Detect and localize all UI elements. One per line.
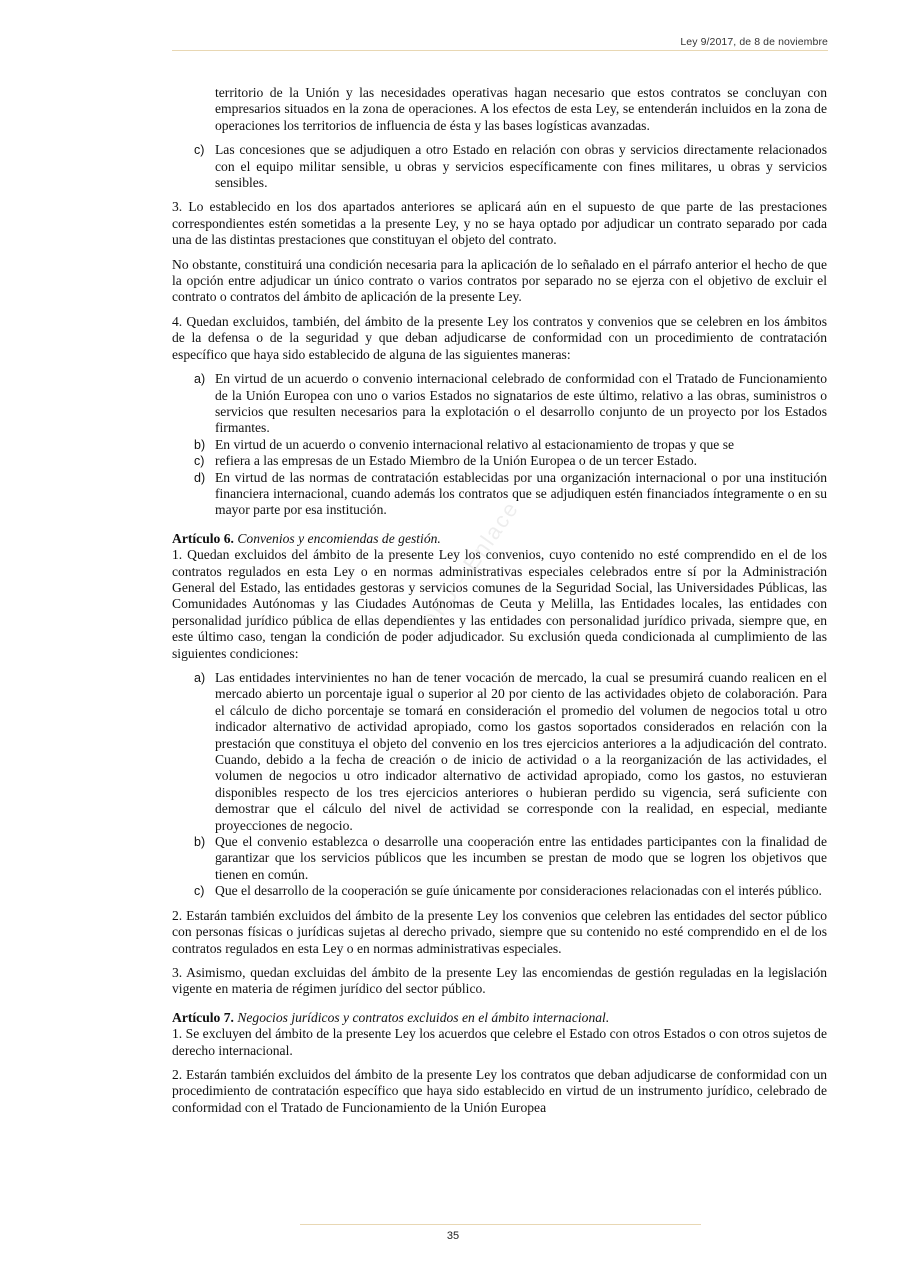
list-item-text: refiera a las empresas de un Estado Miembro de la Unión Europea o de un tercer Estado.	[215, 453, 698, 469]
list-item-text: En virtud de las normas de contratación establecidas por una organización internacional o por una institución financiera internacional, cuando además los contratos que se adjudiquen estén financiados íntegramente o en su mayor parte por esa institución.	[215, 469, 827, 518]
paragraph-no-obstante: No obstante, constituirá una condición necesaria para la aplicación de lo señalado en el párrafo anterior el hecho de que la opción entre adjudicar un único contrato o varios contratos por separado no se ejerza con el objetivo de excluir el contrato o contratos del ámbito de aplicación de la presente Ley.	[172, 256, 827, 305]
list-marker: b)	[194, 835, 206, 850]
list-item-text: Que el convenio establezca o desarrolle una cooperación entre las entidades participantes con la finalidad de garantizar que los servicios públicos que les incumben se prestan de modo que se logren los objetivos que tienen en común.	[215, 834, 827, 882]
article-7-heading	[172, 1010, 827, 1026]
list-4	[172, 371, 827, 519]
article-6-heading	[172, 531, 827, 547]
running-header: Ley 9/2017, de 8 de noviembre	[680, 36, 828, 48]
list-item	[172, 142, 827, 191]
list-marker: a)	[194, 671, 206, 685]
article-7-paragraph-1: 1. Se excluyen del ámbito de la presente Ley los acuerdos que celebre el Estado con otros Estados o con otros sujetos de derecho internacional.	[172, 1026, 827, 1058]
article-title: Convenios y encomiendas de gestión.	[237, 530, 441, 546]
list-item	[172, 470, 827, 519]
article-6-paragraph-3: 3. Asimismo, quedan excluidas del ámbito de la presente Ley las encomiendas de gestión reguladas en la legislación vigente en materia de régimen jurídico del sector público.	[172, 964, 827, 997]
document-body	[172, 85, 827, 1124]
list-marker: c)	[194, 143, 205, 158]
watermark: CDPJ - Enlace	[405, 495, 524, 650]
paragraph-4: 4. Quedan excluidos, también, del ámbito de la presente Ley los contratos y convenios que se celebren en los ámbitos de la defensa o de la seguridad y que deban adjudicarse de conformidad con un procedimiento de contratación específico que haya sido establecido de alguna de las siguientes maneras:	[172, 313, 827, 362]
list-item	[172, 834, 827, 883]
list-marker: c)	[194, 454, 205, 469]
list-item-text: En virtud de un acuerdo o convenio internacional relativo al estacionamiento de tropas y que se	[215, 436, 735, 452]
article-6-paragraph-1: 1. Quedan excluidos del ámbito de la presente Ley los convenios, cuyo contenido no esté comprendido en el de los contratos regulados en esta Ley o en normas administrativas especiales celebrados entre sí por la Administración General del Estado, las entidades gestoras y servicios comunes de la Seguridad Social, las Universidades Públicas, las Comunidades Autónomas y las Ciudades Autónomas de Ceuta y Melilla, las Entidades locales, las entidades con personalidad jurídico pública de ellas dependientes y las entidades con personalidad jurídico privada, siempre que, en este último caso, tengan la condición de poder adjudicador. Su exclusión queda condicionada al cumplimiento de las siguientes condiciones:	[172, 547, 827, 661]
continued-list-text: territorio de la Unión y las necesidades operativas hagan necesario que estos contratos se concluyan con empresarios situados en la zona de operaciones. A los efectos de esta Ley, se entenderán incluidos en la zona de operaciones los territorios de influencia de ésta y las bases logísticas avanzadas.	[215, 85, 827, 133]
list-item-text: Las concesiones que se adjudiquen a otro Estado en relación con obras y servicios directamente relacionados con el equipo militar sensible, u obras y servicios específicamente con fines militares, u obras y servicios sensibles.	[215, 142, 827, 191]
list-item	[172, 670, 827, 834]
list-marker: c)	[194, 884, 205, 899]
paragraph-3: 3. Lo establecido en los dos apartados anteriores se aplicará aún en el supuesto de que parte de las prestaciones correspondientes estén sometidas a la presente Ley, y no se haya optado por adjudicar un contrato separado por cada una de las distintas prestaciones que constituyan el objeto del contrato.	[172, 199, 827, 248]
list-item	[172, 453, 827, 469]
list-item-text: Las entidades intervinientes no han de tener vocación de mercado, la cual se presumirá cuando realicen en el mercado abierto un porcentaje igual o superior al 20 por ciento de las actividades objeto de colaboración. Para el cálculo de dicho porcentaje se tomará en consideración el promedio del volumen de negocios total u otro indicador alternativo de actividad apropiado, como los gastos soportados considerados en relación con la prestación que constituya el objeto del convenio en los tres ejercicios anteriores a la adjudicación del contrato. Cuando, debido a la fecha de creación o de inicio de actividad o a la reorganización de las actividades, el volumen de negocios u otro indicador alternativo de actividad apropiado, como los gastos, no estuvieran disponibles respecto de los tres ejercicios anteriores o hubieran perdido su vigencia, será suficiente con demostrar que el cálculo del nivel de actividad se corresponde con la realidad, en especial, mediante proyecciones de negocio.	[215, 670, 827, 833]
footer-rule	[300, 1224, 701, 1225]
article-6-list	[172, 670, 827, 900]
list-item-text: Que el desarrollo de la cooperación se guíe únicamente por consideraciones relacionadas con el interés público.	[215, 883, 822, 899]
list-marker: a)	[194, 372, 206, 387]
header-rule	[172, 50, 828, 51]
list-item	[172, 371, 827, 437]
list-item-text: En virtud de un acuerdo o convenio internacional celebrado de conformidad con el Tratado de Funcionamiento de la Unión Europea con uno o varios Estados no signatarios de este último, relativo a las obras, suministros o servicios que resulten necesarios para la explotación o el desarrollo conjunto de un proyecto por los Estados firmantes.	[215, 371, 827, 436]
article-label: Artículo 7.	[172, 1009, 234, 1025]
article-6-paragraph-2: 2. Estarán también excluidos del ámbito de la presente Ley los convenios que celebren las entidades del sector público con personas físicas o jurídicas sujetas al derecho privado, siempre que su contenido no esté comprendido en el de los contratos regulados en esta Ley o en normas administrativas especiales.	[172, 907, 827, 956]
top-list	[172, 142, 827, 191]
list-marker: b)	[194, 437, 206, 452]
list-item	[172, 437, 827, 453]
article-title: Negocios jurídicos y contratos excluidos en el ámbito internacional.	[237, 1009, 610, 1025]
article-label: Artículo 6.	[172, 530, 234, 546]
list-item	[172, 883, 827, 899]
page-number: 35	[446, 1230, 460, 1242]
article-7-paragraph-2: 2. Estarán también excluidos del ámbito de la presente Ley los contratos que deban adjudicarse de conformidad con un procedimiento de contratación específico que haya sido establecido en virtud de un instrumento jurídico, celebrado de conformidad con el Tratado de Funcionamiento de la Unión Europea	[172, 1066, 827, 1115]
list-marker: d)	[194, 470, 206, 485]
